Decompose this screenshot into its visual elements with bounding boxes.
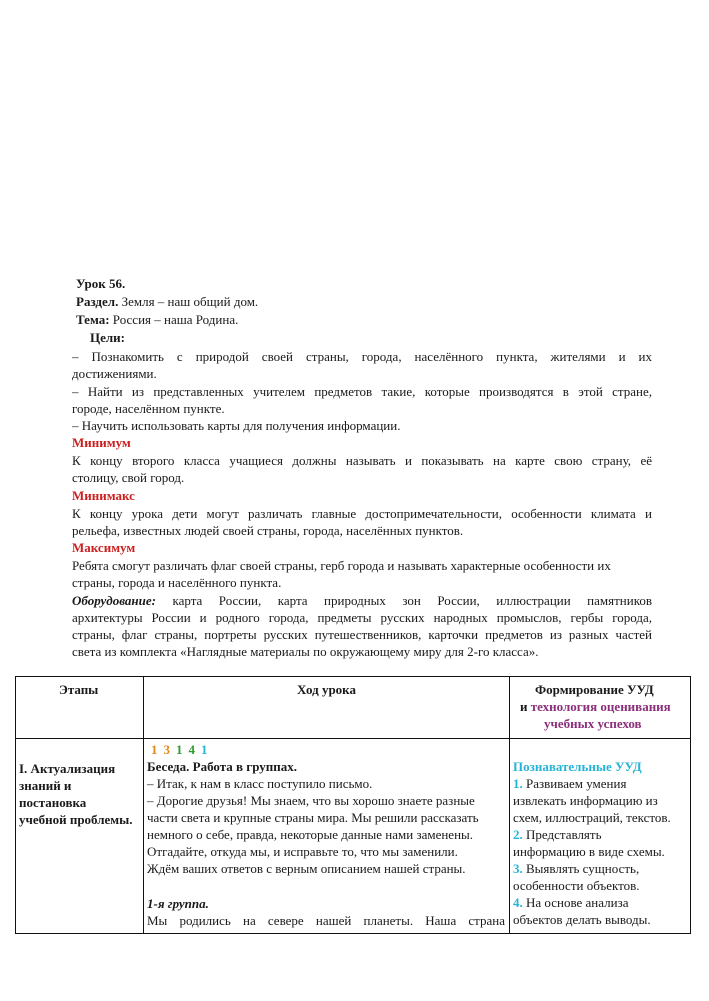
table-col-divider-1	[143, 676, 144, 934]
stage-line-3: постановка	[19, 795, 87, 810]
uud-item-4-text: На основе анализа	[526, 895, 629, 910]
rating-number-2: 3	[163, 742, 170, 757]
course-line-1: Беседа. Работа в группах.	[147, 759, 297, 774]
lesson-title: Урок 56.	[76, 276, 126, 291]
course-line-6: Отгадайте, откуда мы, и исправьте то, что мы заменили.	[147, 844, 458, 859]
goals-label: Цели:	[90, 330, 125, 345]
minimum-line-1: К концу второго класса учащиеся должны называть и показывать на карте свою страну, её	[72, 453, 652, 468]
minimum-label: Минимум	[72, 435, 131, 450]
uud-item-2-number: 2.	[513, 827, 523, 842]
stage-line-4: учебной проблемы.	[19, 812, 133, 827]
uud-item-3-text: Выявлять сущность,	[526, 861, 640, 876]
uud-title: Познавательные УУД	[513, 759, 642, 774]
uud-item-4-line-2: объектов делать выводы.	[513, 912, 651, 927]
equipment-line-3: страны, флаг страны, портреты русских путешественников, карточки предметов из разных частей	[72, 627, 652, 642]
goal-2-line-2: городе, населённом пункте.	[72, 401, 225, 416]
uud-item-1-line-3: схем, иллюстраций, текстов.	[513, 810, 671, 825]
goal-1-line-1: – Познакомить с природой своей страны, города, населённого пункта, жителями и их	[72, 349, 652, 364]
uud-item-1-text: Развиваем умения	[526, 776, 627, 791]
course-line-3: – Дорогие друзья! Мы знаем, что вы хорошо знаете разные	[147, 793, 475, 808]
minimum-line-2: столицу, свой город.	[72, 470, 185, 485]
rating-number-3: 1	[176, 742, 183, 757]
table-header-divider	[15, 738, 691, 739]
rating-number-4: 4	[188, 742, 195, 757]
minimax-line-2: рельефа, известных людей своей страны, города, населённых пунктов.	[72, 523, 464, 538]
rating-number-5: 1	[201, 742, 208, 757]
table-border-bottom	[15, 933, 691, 934]
uud-item-3	[513, 860, 639, 877]
minimax-label: Минимакс	[72, 488, 135, 503]
uud-item-1-number: 1.	[513, 776, 523, 791]
theme-value: Россия – наша Родина.	[112, 312, 239, 327]
theme-label: Тема:	[76, 312, 110, 327]
goal-1-line-2: достижениями.	[72, 366, 157, 381]
uud-item-3-number: 3.	[513, 861, 523, 876]
uud-item-4	[513, 894, 629, 911]
goal-3: – Научить использовать карты для получения информации.	[72, 418, 401, 433]
stage-line-1: I. Актуализация	[19, 761, 116, 776]
equipment-line-2: архитектуры России и родного города, предметы русских народных промыслов, гербы города,	[72, 610, 652, 625]
equipment-line-1	[72, 593, 652, 608]
header-stages: Этапы	[59, 682, 99, 697]
maximum-line-2: страны, города и населённого пункта.	[72, 575, 282, 590]
section-label: Раздел.	[76, 294, 119, 309]
uud-item-2-text: Представлять	[526, 827, 602, 842]
section-value: Земля – наш общий дом.	[121, 294, 259, 309]
header-uud-and: и	[520, 699, 531, 714]
course-line-7: Ждём ваших ответов с верным описанием нашей страны.	[147, 861, 466, 876]
rating-numbers	[151, 741, 214, 758]
course-line-2: – Итак, к нам в класс поступило письмо.	[147, 776, 373, 791]
uud-item-1-line-2: извлекать информацию из	[513, 793, 658, 808]
table-col-divider-2	[509, 676, 510, 934]
header-uud: Формирование УУД	[535, 682, 654, 697]
minimax-line-1: К концу урока дети могут различать главные достопримечательности, особенности климата и	[72, 506, 652, 521]
table-border-left	[15, 676, 16, 934]
rating-number-1: 1	[151, 742, 158, 757]
header-uud-line-3: учебных успехов	[544, 716, 642, 731]
course-line-4: части света и крупные страны мира. Мы решили рассказать	[147, 810, 479, 825]
uud-item-4-number: 4.	[513, 895, 523, 910]
goal-2-line-1: – Найти из представленных учителем предметов такие, которые производятся в этой стране,	[72, 384, 652, 399]
header-course: Ход урока	[297, 682, 356, 697]
uud-item-3-line-2: особенности объектов.	[513, 878, 640, 893]
equipment-label: Оборудование:	[72, 593, 156, 608]
table-border-top	[15, 676, 691, 677]
uud-item-2	[513, 826, 602, 843]
uud-item-1	[513, 775, 626, 792]
maximum-line-1: Ребята смогут различать флаг своей страны, герб города и называть характерные особенности их	[72, 558, 611, 573]
header-uud-technology: технология оценивания	[530, 699, 671, 714]
theme-line	[76, 312, 238, 327]
section-line	[76, 294, 258, 309]
maximum-label: Максимум	[72, 540, 136, 555]
lesson-table	[15, 676, 691, 934]
table-border-right	[690, 676, 691, 934]
equipment-value: карта России, карта природных зон России, иллюстрации памятников	[172, 593, 653, 608]
course-line-8: Мы родились на севере нашей планеты. Наша страна	[147, 913, 505, 928]
stage-line-2: знаний и	[19, 778, 72, 793]
course-group-label: 1-я группа.	[147, 896, 209, 911]
uud-item-2-line-2: информацию в виде схемы.	[513, 844, 665, 859]
header-uud-line-2	[520, 698, 671, 715]
course-line-5: немного о себе, правда, некоторые данные нами заменены.	[147, 827, 474, 842]
equipment-line-4: света из комплекта «Наглядные материалы по окружающему миру для 2-го класса».	[72, 644, 539, 659]
